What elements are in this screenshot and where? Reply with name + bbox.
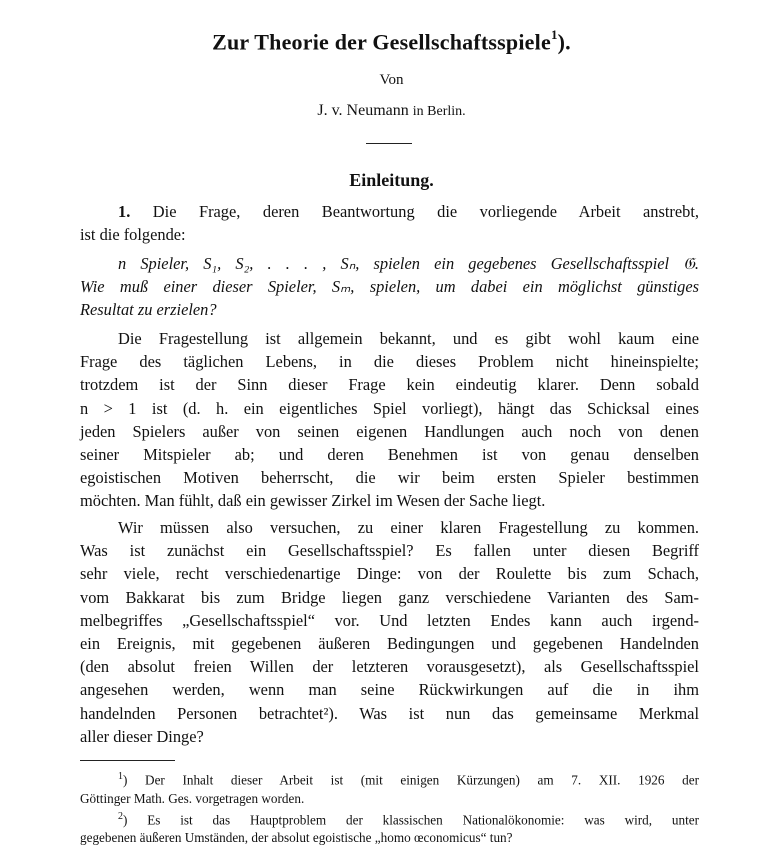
paragraph-line: angesehen werden, wenn man seine Rückwirkungen auf die in ihm (80, 680, 699, 700)
paragraph-line: vom Bakkarat bis zum Bridge liegen ganz verschiedene Varianten des Sam- (80, 587, 699, 607)
paragraph-1 (80, 200, 699, 246)
paragraph-line: Was ist zunächst ein Gesellschaftsspiel? Es fallen unter diesen Begriff (80, 541, 699, 561)
paragraph-line: möchten. Man fühlt, daß ein gewisser Zirkel im Wesen der Sache liegt. (80, 491, 546, 511)
footnote-1 (80, 768, 699, 790)
paragraph-line-text: Die Frage, deren Beantwortung die vorliegende Arbeit anstrebt, (152, 202, 699, 221)
paragraph-line: handelnden Personen betrachtet²). Was ist nun das gemeinsame Merkmal (80, 703, 699, 723)
paragraph-line: sehr viele, recht verschiedenartige Dinge: von der Roulette bis zum Schach, (80, 564, 699, 584)
section-heading: Einleitung. (349, 170, 434, 190)
footnote-2-continued: gegebenen äußeren Umständen, der absolut egoistische „homo œconomicus“ tun? (80, 830, 513, 846)
paragraph-line: seiner Mitspieler ab; und deren Benehmen ist von genau denselben (80, 445, 699, 465)
paragraph-2 (80, 327, 699, 513)
paragraph-line: jeden Spielers außer von seinen eigenen Handlungen auch noch von denen (80, 421, 699, 441)
paragraph-line (80, 200, 699, 223)
question-line: n Spieler, S₁, S₂, . . . , Sₙ, spielen ein gegebenes Gesellschaftsspiel 𝔊. (118, 254, 699, 273)
question-line: Resultat zu erzielen? (80, 300, 217, 320)
footnote-1-continued: Göttinger Math. Ges. vorgetragen worden. (80, 790, 305, 806)
research-question (80, 252, 699, 322)
article-title-suffix: ). (557, 29, 571, 55)
footnote-text: ) Es ist das Hauptproblem der klassischen Nationalökonomie: was wird, unter (123, 812, 699, 828)
paragraph-number: 1. (118, 202, 131, 221)
byline-von: Von (379, 72, 404, 88)
footnote-text: ) Der Inhalt dieser Arbeit ist (mit einigen Kürzungen) am 7. XII. 1926 der (123, 772, 699, 788)
paragraph-line: ist die folgende: (80, 225, 186, 245)
footnote-divider (80, 760, 175, 761)
title-divider (366, 143, 412, 144)
paragraph-line: n > 1 ist (d. h. ein eigentliches Spiel vorliegt), hängt das Schicksal eines (80, 398, 699, 418)
author-line (0, 102, 783, 120)
article-title (0, 29, 783, 55)
question-line: Wie muß einer dieser Spieler, Sₘ, spielen, um dabei ein möglichst günstiges (80, 277, 699, 297)
paragraph-line: aller dieser Dinge? (80, 726, 204, 746)
paragraph-3 (80, 516, 699, 748)
author-place: in Berlin. (412, 104, 466, 119)
title-footnote-mark[interactable]: 1 (550, 27, 558, 42)
footnote-mark: 1 (118, 771, 123, 782)
footnote-2 (80, 808, 699, 830)
paragraph-line: Wir müssen also versuchen, zu einer klaren Fragestellung zu kommen. (118, 518, 699, 537)
paragraph-line: melbegriffes „Gesellschaftsspiel“ vor. Und letzten Endes kann auch irgend- (80, 610, 699, 630)
footnotes (80, 768, 699, 848)
paragraph-line: Die Fragestellung ist allgemein bekannt, und es gibt wohl kaum eine (118, 329, 699, 348)
article-title-text: Zur Theorie der Gesellschaftsspiele (212, 29, 551, 55)
paragraph-line: Frage des täglichen Lebens, in die dieses Problem nicht hineinspielte; (80, 352, 699, 372)
paragraph-line: ein Ereignis, mit gegebenen äußeren Bedingungen und gegebenen Handelnden (80, 634, 699, 654)
paragraph-line: egoistischen Motiven beherrscht, die wir beim ersten Spieler bestimmen (80, 468, 699, 488)
paragraph-line: trotzdem ist der Sinn dieser Frage kein eindeutig klarer. Denn sobald (80, 375, 699, 395)
author-name: J. v. Neumann (317, 102, 409, 119)
footnote-mark: 2 (118, 810, 123, 822)
paragraph-line: (den absolut freien Willen der letzteren vorausgesetzt), als Gesellschaftsspiel (80, 657, 699, 677)
